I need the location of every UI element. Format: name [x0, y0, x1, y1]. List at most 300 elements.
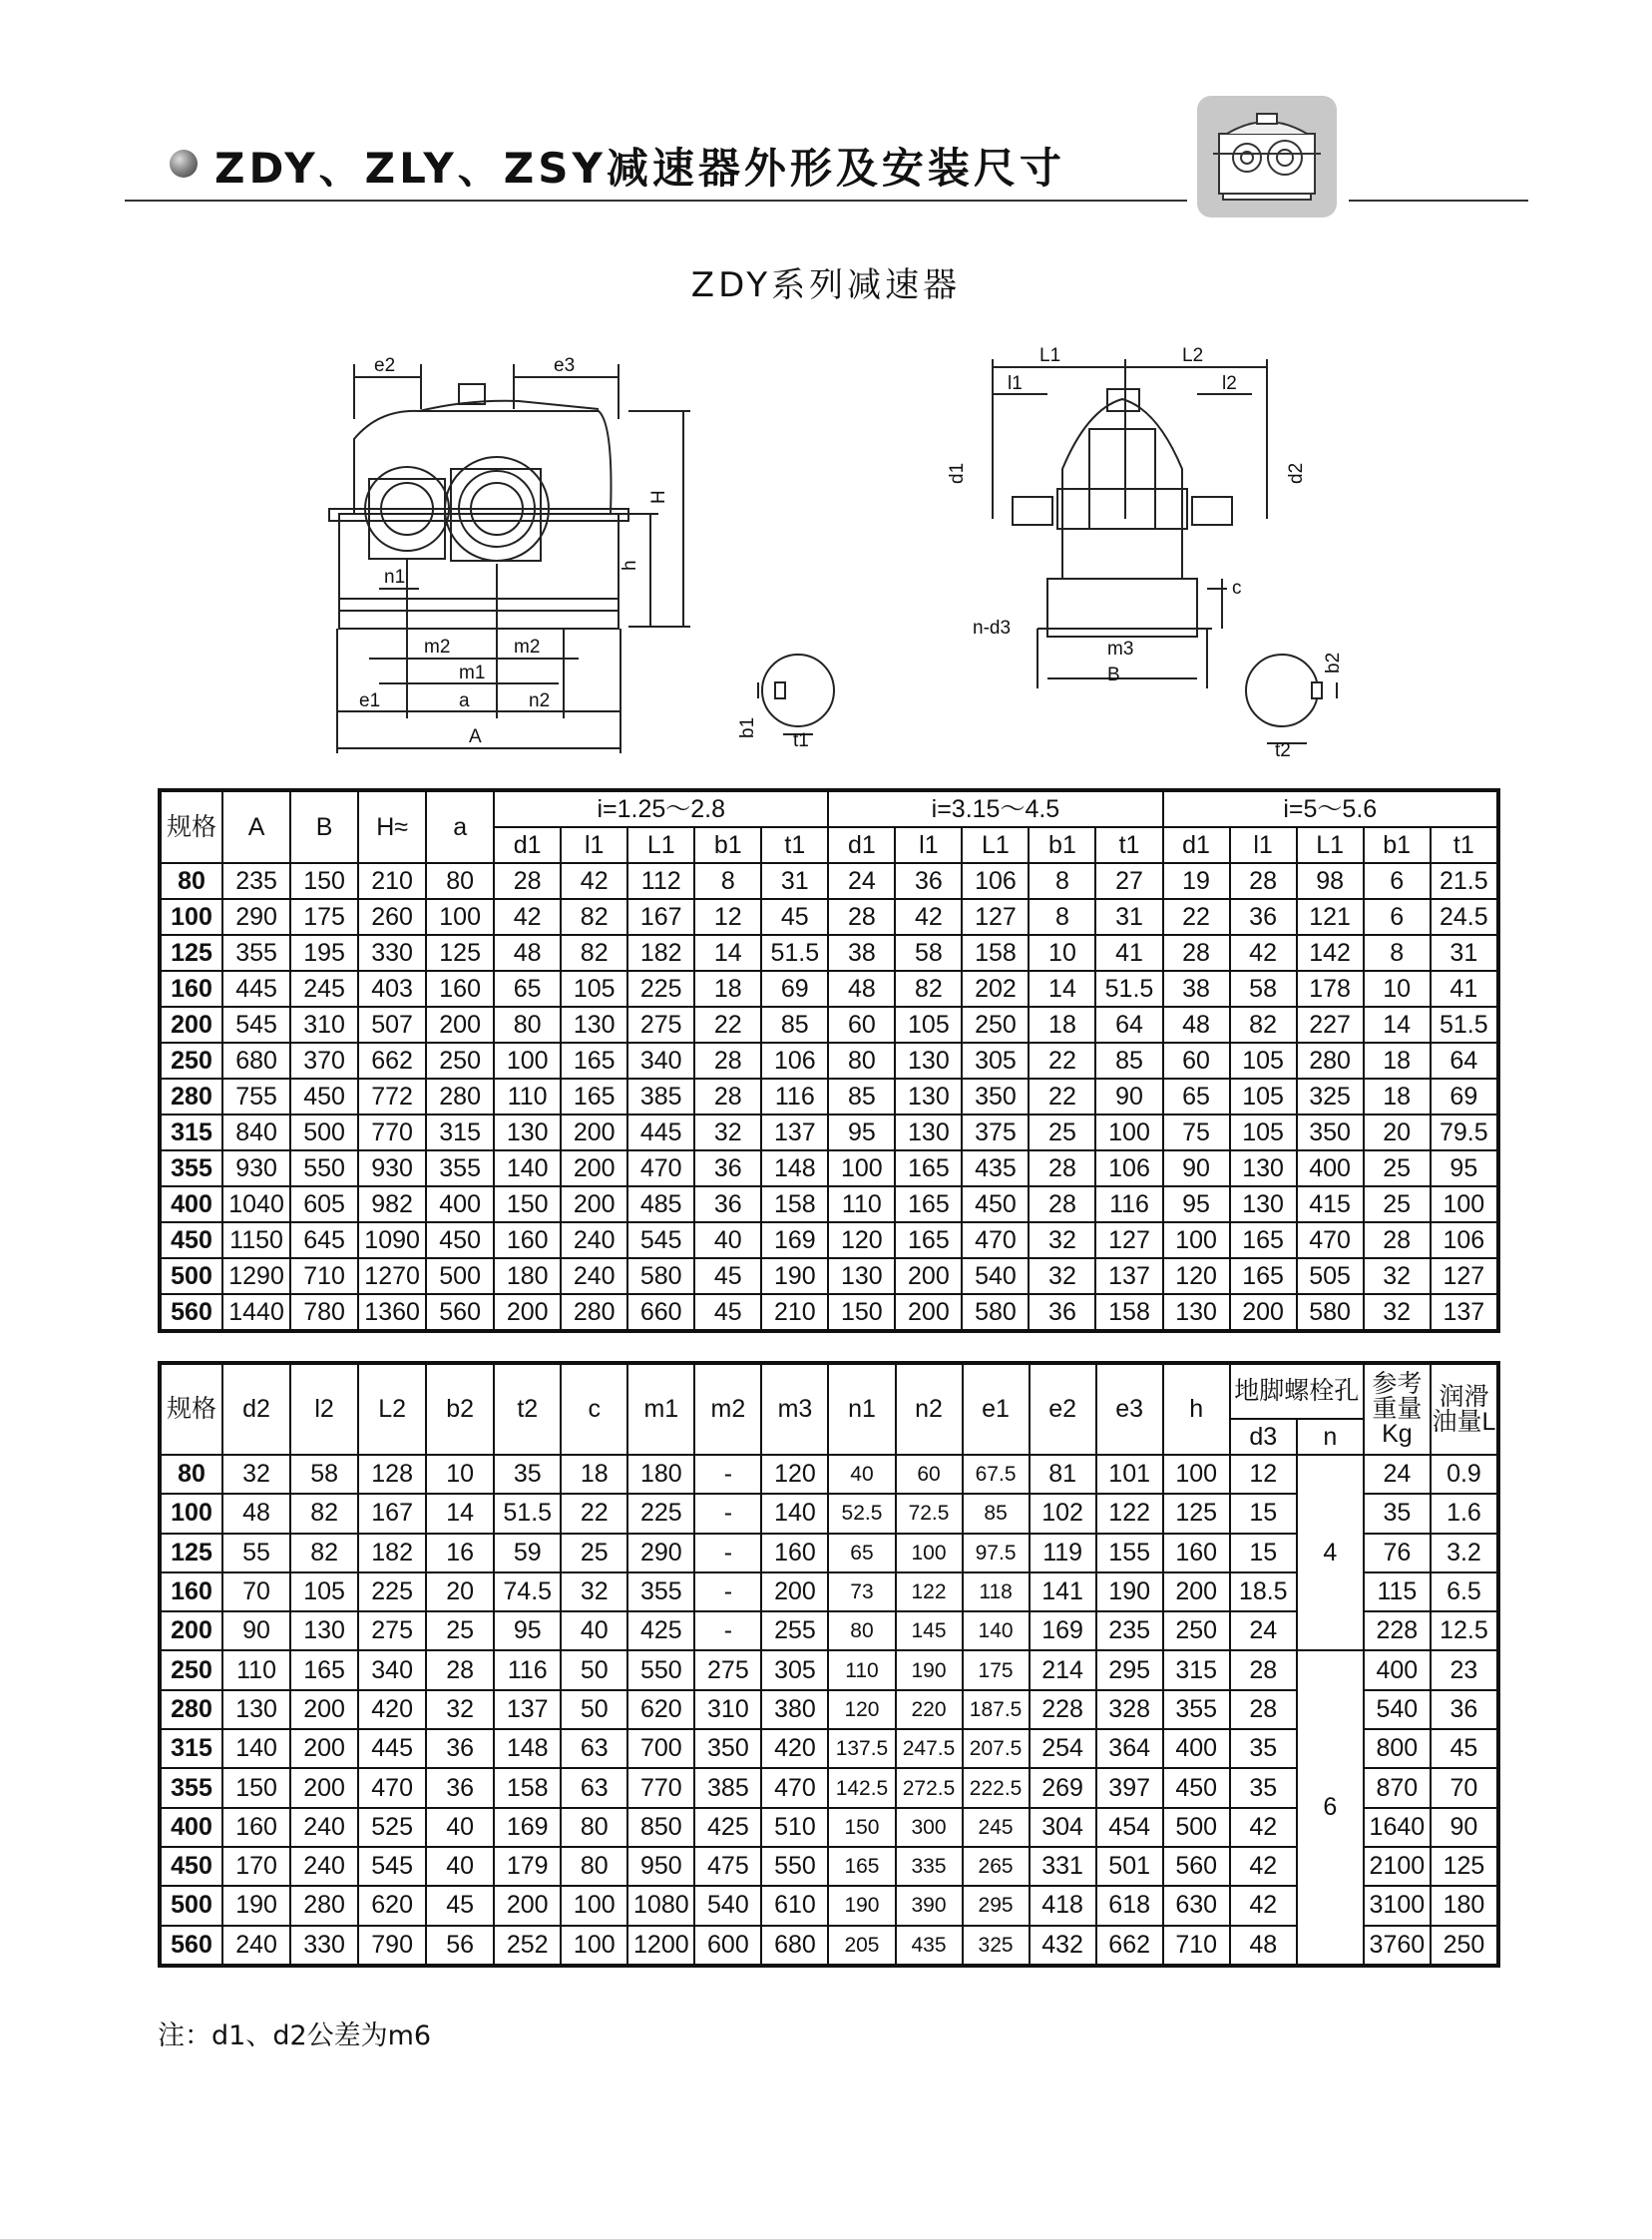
header-cell: l2 — [290, 1363, 358, 1455]
value-cell: 800 — [1364, 1729, 1431, 1768]
value-cell: 645 — [290, 1222, 358, 1258]
value-cell: 130 — [561, 1007, 627, 1043]
value-cell: 290 — [627, 1534, 694, 1572]
value-cell: 48 — [494, 935, 561, 971]
value-cell: 540 — [1364, 1690, 1431, 1729]
value-cell: 100 — [561, 1886, 627, 1925]
value-cell: - — [694, 1455, 761, 1494]
table-row — [160, 1043, 1498, 1079]
header-cell: a — [426, 790, 494, 863]
value-cell: 580 — [1297, 1294, 1364, 1331]
value-cell: 40 — [694, 1222, 761, 1258]
header-cell: H≈ — [358, 790, 426, 863]
value-cell: 82 — [895, 971, 962, 1007]
value-cell: 90 — [222, 1611, 290, 1650]
value-cell: 130 — [895, 1043, 962, 1079]
size-cell: 80 — [160, 863, 222, 899]
value-cell: 36 — [426, 1729, 494, 1768]
value-cell: 48 — [1230, 1926, 1297, 1966]
value-cell: 121 — [1297, 899, 1364, 935]
diagram-label-m1: m1 — [459, 663, 486, 683]
value-cell: 41 — [1095, 935, 1162, 971]
size-cell: 125 — [160, 1534, 222, 1572]
diagram-label-t2: t2 — [1275, 740, 1291, 761]
value-cell: 470 — [962, 1222, 1029, 1258]
value-cell: 36 — [895, 863, 962, 899]
value-cell: 225 — [627, 971, 694, 1007]
value-cell: 1440 — [222, 1294, 290, 1331]
value-cell: 295 — [1096, 1650, 1163, 1689]
value-cell: 200 — [561, 1186, 627, 1222]
value-cell: 370 — [290, 1043, 358, 1079]
value-cell: 45 — [426, 1886, 494, 1925]
value-cell: 158 — [494, 1768, 561, 1807]
value-cell: 400 — [1364, 1650, 1431, 1689]
value-cell: 415 — [1297, 1186, 1364, 1222]
value-cell: 240 — [222, 1926, 290, 1966]
diagram-label-b1: b1 — [737, 716, 758, 738]
value-cell: 350 — [694, 1729, 761, 1768]
size-cell: 160 — [160, 1572, 222, 1611]
value-cell: 28 — [1364, 1222, 1431, 1258]
value-cell: 82 — [1230, 1007, 1297, 1043]
value-cell: 80 — [426, 863, 494, 899]
value-cell: 200 — [895, 1258, 962, 1294]
value-cell: 80 — [494, 1007, 561, 1043]
value-cell: 140 — [494, 1150, 561, 1186]
value-cell: 95 — [1431, 1150, 1498, 1186]
value-cell: 72.5 — [896, 1494, 963, 1533]
value-cell: 28 — [1230, 1650, 1297, 1689]
value-cell: 10 — [1364, 971, 1431, 1007]
table-header-row — [160, 790, 1498, 827]
value-cell: 400 — [1297, 1150, 1364, 1186]
value-cell: 545 — [358, 1847, 426, 1886]
value-cell: 450 — [290, 1079, 358, 1115]
value-cell: 82 — [290, 1494, 358, 1533]
value-cell: 275 — [694, 1650, 761, 1689]
header-cell: m2 — [694, 1363, 761, 1455]
value-cell: 8 — [1029, 863, 1095, 899]
value-cell: 105 — [1230, 1079, 1297, 1115]
value-cell: 470 — [761, 1768, 828, 1807]
diagram-label-a: a — [459, 690, 470, 711]
value-cell: 48 — [1163, 1007, 1230, 1043]
value-cell: 220 — [896, 1690, 963, 1729]
value-cell: 618 — [1096, 1886, 1163, 1925]
value-cell: 31 — [1431, 935, 1498, 971]
value-cell: 432 — [1030, 1926, 1096, 1966]
value-cell: 165 — [561, 1043, 627, 1079]
value-cell: 59 — [494, 1534, 561, 1572]
diagram-label-t1: t1 — [793, 730, 809, 751]
size-cell: 100 — [160, 899, 222, 935]
value-cell: 38 — [828, 935, 895, 971]
value-cell: 505 — [1297, 1258, 1364, 1294]
value-cell: 355 — [426, 1150, 494, 1186]
value-cell: 16 — [426, 1534, 494, 1572]
value-cell: 340 — [358, 1650, 426, 1689]
value-cell: 195 — [290, 935, 358, 971]
value-cell: 501 — [1096, 1847, 1163, 1886]
size-cell: 315 — [160, 1729, 222, 1768]
value-cell: 15 — [1230, 1534, 1297, 1572]
value-cell: 120 — [828, 1690, 895, 1729]
size-cell: 160 — [160, 971, 222, 1007]
value-cell: 255 — [761, 1611, 828, 1650]
value-cell: 130 — [494, 1115, 561, 1150]
value-cell: 21.5 — [1431, 863, 1498, 899]
value-cell: 160 — [761, 1534, 828, 1572]
value-cell: 620 — [358, 1886, 426, 1925]
value-cell: 840 — [222, 1115, 290, 1150]
value-cell: 70 — [222, 1572, 290, 1611]
header-cell: b1 — [1029, 827, 1095, 863]
value-cell: 3100 — [1364, 1886, 1431, 1925]
value-cell: 127 — [1095, 1222, 1162, 1258]
value-cell: 375 — [962, 1115, 1029, 1150]
value-cell: 69 — [761, 971, 828, 1007]
value-cell: 364 — [1096, 1729, 1163, 1768]
value-cell: 160 — [1163, 1534, 1230, 1572]
value-cell: 14 — [1364, 1007, 1431, 1043]
diagram-label-m2a: m2 — [424, 637, 451, 658]
value-cell: 102 — [1030, 1494, 1096, 1533]
value-cell: 112 — [627, 863, 694, 899]
value-cell: 304 — [1030, 1808, 1096, 1847]
value-cell: - — [694, 1572, 761, 1611]
value-cell: 28 — [828, 899, 895, 935]
value-cell: 10 — [426, 1455, 494, 1494]
value-cell: 100 — [1163, 1222, 1230, 1258]
value-cell: 24.5 — [1431, 899, 1498, 935]
diagram-label-e2: e2 — [374, 355, 396, 376]
value-cell: 1200 — [627, 1926, 694, 1966]
diagram-label-h: h — [620, 560, 640, 571]
value-cell: 18.5 — [1230, 1572, 1297, 1611]
value-cell: 28 — [1163, 935, 1230, 971]
value-cell: 85 — [761, 1007, 828, 1043]
value-cell: 36 — [1230, 899, 1297, 935]
value-cell: 95 — [828, 1115, 895, 1150]
diagram-label-H: H — [648, 490, 669, 504]
value-cell: 52.5 — [828, 1494, 895, 1533]
value-cell: 2100 — [1364, 1847, 1431, 1886]
value-cell: 8 — [1029, 899, 1095, 935]
header-ratio-group: i=1.25～2.8 — [494, 790, 828, 827]
value-cell: 169 — [761, 1222, 828, 1258]
value-cell: 14 — [1029, 971, 1095, 1007]
value-cell: 12 — [694, 899, 761, 935]
value-cell: 105 — [1230, 1115, 1297, 1150]
value-cell: 63 — [561, 1768, 627, 1807]
value-cell: 28 — [426, 1650, 494, 1689]
size-cell: 315 — [160, 1115, 222, 1150]
value-cell: 180 — [1431, 1886, 1498, 1925]
value-cell: 122 — [1096, 1494, 1163, 1533]
value-cell: 350 — [962, 1079, 1029, 1115]
value-cell: 51.5 — [1095, 971, 1162, 1007]
value-cell: 610 — [761, 1886, 828, 1925]
dimension-table-upper — [158, 788, 1500, 1333]
value-cell: 122 — [896, 1572, 963, 1611]
value-cell: 106 — [962, 863, 1029, 899]
value-cell: 106 — [1431, 1222, 1498, 1258]
value-cell: 214 — [1030, 1650, 1096, 1689]
value-cell: 142 — [1297, 935, 1364, 971]
value-cell: 85 — [828, 1079, 895, 1115]
value-cell: 69 — [1431, 1079, 1498, 1115]
value-cell: 165 — [290, 1650, 358, 1689]
value-cell: 80 — [561, 1808, 627, 1847]
value-cell: 245 — [290, 971, 358, 1007]
value-cell: 1640 — [1364, 1808, 1431, 1847]
value-cell: 32 — [1364, 1258, 1431, 1294]
value-cell: 32 — [561, 1572, 627, 1611]
header-cell: n1 — [828, 1363, 895, 1455]
value-cell: 400 — [1163, 1729, 1230, 1768]
value-cell: 20 — [426, 1572, 494, 1611]
value-cell: 202 — [962, 971, 1029, 1007]
diagram-label-l1: l1 — [1008, 373, 1023, 394]
value-cell: 105 — [895, 1007, 962, 1043]
value-cell: 210 — [358, 863, 426, 899]
value-cell: 560 — [1163, 1847, 1230, 1886]
value-cell: 150 — [290, 863, 358, 899]
value-cell: 435 — [962, 1150, 1029, 1186]
value-cell: 50 — [561, 1650, 627, 1689]
size-cell: 355 — [160, 1150, 222, 1186]
value-cell: 510 — [761, 1808, 828, 1847]
value-cell: 385 — [694, 1768, 761, 1807]
value-cell: 24 — [1230, 1611, 1297, 1650]
value-cell: 250 — [1163, 1611, 1230, 1650]
value-cell: 60 — [1163, 1043, 1230, 1079]
value-cell: 22 — [561, 1494, 627, 1533]
value-cell: 182 — [358, 1534, 426, 1572]
value-cell: 101 — [1096, 1455, 1163, 1494]
value-cell: 130 — [1230, 1150, 1297, 1186]
value-cell: 680 — [222, 1043, 290, 1079]
value-cell: 150 — [494, 1186, 561, 1222]
dimension-table-lower — [158, 1361, 1500, 1968]
value-cell: 8 — [1364, 935, 1431, 971]
value-cell: 165 — [895, 1186, 962, 1222]
value-cell: - — [694, 1494, 761, 1533]
value-cell: 67.5 — [963, 1455, 1030, 1494]
value-cell: 40 — [426, 1847, 494, 1886]
value-cell: 45 — [761, 899, 828, 935]
value-cell: 63 — [561, 1729, 627, 1768]
value-cell: 190 — [222, 1886, 290, 1925]
value-cell: 252 — [494, 1926, 561, 1966]
value-cell: 95 — [1163, 1186, 1230, 1222]
value-cell: 55 — [222, 1534, 290, 1572]
value-cell: 200 — [426, 1007, 494, 1043]
diagram-label-e1: e1 — [359, 690, 381, 711]
value-cell: 28 — [1230, 863, 1297, 899]
table-row — [160, 1115, 1498, 1150]
value-cell: 507 — [358, 1007, 426, 1043]
header-cell: t1 — [1431, 827, 1498, 863]
value-cell: 8 — [694, 863, 761, 899]
value-cell: 42 — [895, 899, 962, 935]
value-cell: 45 — [694, 1294, 761, 1331]
value-cell: 600 — [694, 1926, 761, 1966]
value-cell: 550 — [290, 1150, 358, 1186]
value-cell: 32 — [222, 1455, 290, 1494]
value-cell: 325 — [1297, 1079, 1364, 1115]
section-subtitle: ZDY系列减速器 — [690, 265, 962, 305]
value-cell: 27 — [1095, 863, 1162, 899]
value-cell: 48 — [828, 971, 895, 1007]
size-cell: 560 — [160, 1294, 222, 1331]
value-cell: 130 — [895, 1079, 962, 1115]
value-cell: 540 — [962, 1258, 1029, 1294]
value-cell: 100 — [426, 899, 494, 935]
value-cell: 662 — [358, 1043, 426, 1079]
value-cell: 275 — [358, 1611, 426, 1650]
value-cell: 42 — [1230, 935, 1297, 971]
value-cell: 150 — [222, 1768, 290, 1807]
value-cell: 500 — [290, 1115, 358, 1150]
value-cell: 100 — [1431, 1186, 1498, 1222]
value-cell: 190 — [828, 1886, 895, 1925]
value-cell: 74.5 — [494, 1572, 561, 1611]
value-cell: 425 — [627, 1611, 694, 1650]
value-cell: 605 — [290, 1186, 358, 1222]
value-cell: 200 — [494, 1886, 561, 1925]
value-cell: 105 — [561, 971, 627, 1007]
value-cell: 167 — [627, 899, 694, 935]
value-cell: 180 — [627, 1455, 694, 1494]
value-cell: 425 — [694, 1808, 761, 1847]
header-cell: L2 — [358, 1363, 426, 1455]
value-cell: 630 — [1163, 1886, 1230, 1925]
value-cell: 148 — [761, 1150, 828, 1186]
value-cell: 90 — [1095, 1079, 1162, 1115]
value-cell: 1150 — [222, 1222, 290, 1258]
value-cell: 25 — [1364, 1150, 1431, 1186]
value-cell: 325 — [963, 1926, 1030, 1966]
diagram-label-e3: e3 — [554, 355, 576, 376]
value-cell: 240 — [561, 1258, 627, 1294]
value-cell: 200 — [561, 1150, 627, 1186]
value-cell: 1.6 — [1431, 1494, 1498, 1533]
value-cell: 127 — [1431, 1258, 1498, 1294]
value-cell: 110 — [222, 1650, 290, 1689]
header-cell: n — [1297, 1419, 1364, 1455]
value-cell: 90 — [1163, 1150, 1230, 1186]
value-cell: 23 — [1431, 1650, 1498, 1689]
value-cell: 755 — [222, 1079, 290, 1115]
value-cell: 120 — [1163, 1258, 1230, 1294]
value-cell: 22 — [1163, 899, 1230, 935]
value-cell: 180 — [494, 1258, 561, 1294]
value-cell: 25 — [1364, 1186, 1431, 1222]
value-cell: 780 — [290, 1294, 358, 1331]
value-cell: 390 — [896, 1886, 963, 1925]
value-cell: 116 — [1095, 1186, 1162, 1222]
value-cell: 36 — [1431, 1690, 1498, 1729]
value-cell: 18 — [694, 971, 761, 1007]
table-row — [160, 1150, 1498, 1186]
value-cell: 155 — [1096, 1534, 1163, 1572]
tolerance-note: 注：d1、d2公差为m6 — [158, 2020, 432, 2051]
value-cell: 280 — [1297, 1043, 1364, 1079]
value-cell: 28 — [694, 1079, 761, 1115]
value-cell: 3760 — [1364, 1926, 1431, 1966]
header-cell: d2 — [222, 1363, 290, 1455]
header-cell: L1 — [962, 827, 1029, 863]
value-cell: 41 — [1431, 971, 1498, 1007]
value-cell: 137 — [761, 1115, 828, 1150]
value-cell: 85 — [963, 1494, 1030, 1533]
header-cell: d1 — [828, 827, 895, 863]
value-cell: 315 — [426, 1115, 494, 1150]
value-cell: 6.5 — [1431, 1572, 1498, 1611]
value-cell: 250 — [962, 1007, 1029, 1043]
value-cell: 178 — [1297, 971, 1364, 1007]
header-cell: m3 — [761, 1363, 828, 1455]
value-cell: 169 — [1030, 1611, 1096, 1650]
value-cell: 187.5 — [963, 1690, 1030, 1729]
value-cell: 175 — [290, 899, 358, 935]
value-cell: 247.5 — [896, 1729, 963, 1768]
header-cell: n2 — [896, 1363, 963, 1455]
value-cell: 235 — [1096, 1611, 1163, 1650]
header-cell: B — [290, 790, 358, 863]
bolt-count-cell: 4 — [1297, 1455, 1364, 1650]
header-oil: 润滑油量L — [1431, 1363, 1498, 1455]
value-cell: 137.5 — [828, 1729, 895, 1768]
value-cell: 545 — [222, 1007, 290, 1043]
header-size: 规格 — [160, 1363, 222, 1455]
size-cell: 280 — [160, 1690, 222, 1729]
value-cell: 272.5 — [896, 1768, 963, 1807]
value-cell: 179 — [494, 1847, 561, 1886]
value-cell: 56 — [426, 1926, 494, 1966]
table-header-row — [160, 1363, 1498, 1419]
value-cell: 200 — [290, 1690, 358, 1729]
value-cell: 35 — [494, 1455, 561, 1494]
header-cell: b1 — [1364, 827, 1431, 863]
value-cell: 28 — [1230, 1690, 1297, 1729]
size-cell: 400 — [160, 1808, 222, 1847]
value-cell: 12.5 — [1431, 1611, 1498, 1650]
value-cell: 450 — [1163, 1768, 1230, 1807]
header-cell: d1 — [1163, 827, 1230, 863]
value-cell: 870 — [1364, 1768, 1431, 1807]
value-cell: 200 — [761, 1572, 828, 1611]
value-cell: 710 — [1163, 1926, 1230, 1966]
value-cell: 32 — [1364, 1294, 1431, 1331]
value-cell: 106 — [761, 1043, 828, 1079]
value-cell: 100 — [828, 1150, 895, 1186]
value-cell: 116 — [494, 1650, 561, 1689]
value-cell: 105 — [290, 1572, 358, 1611]
size-cell: 280 — [160, 1079, 222, 1115]
value-cell: 137 — [494, 1690, 561, 1729]
value-cell: 148 — [494, 1729, 561, 1768]
value-cell: 130 — [222, 1690, 290, 1729]
value-cell: 19 — [1163, 863, 1230, 899]
value-cell: 420 — [358, 1690, 426, 1729]
value-cell: 280 — [426, 1079, 494, 1115]
header-weight: 参考重量Kg — [1364, 1363, 1431, 1455]
value-cell: 35 — [1364, 1494, 1431, 1533]
value-cell: 15 — [1230, 1494, 1297, 1533]
